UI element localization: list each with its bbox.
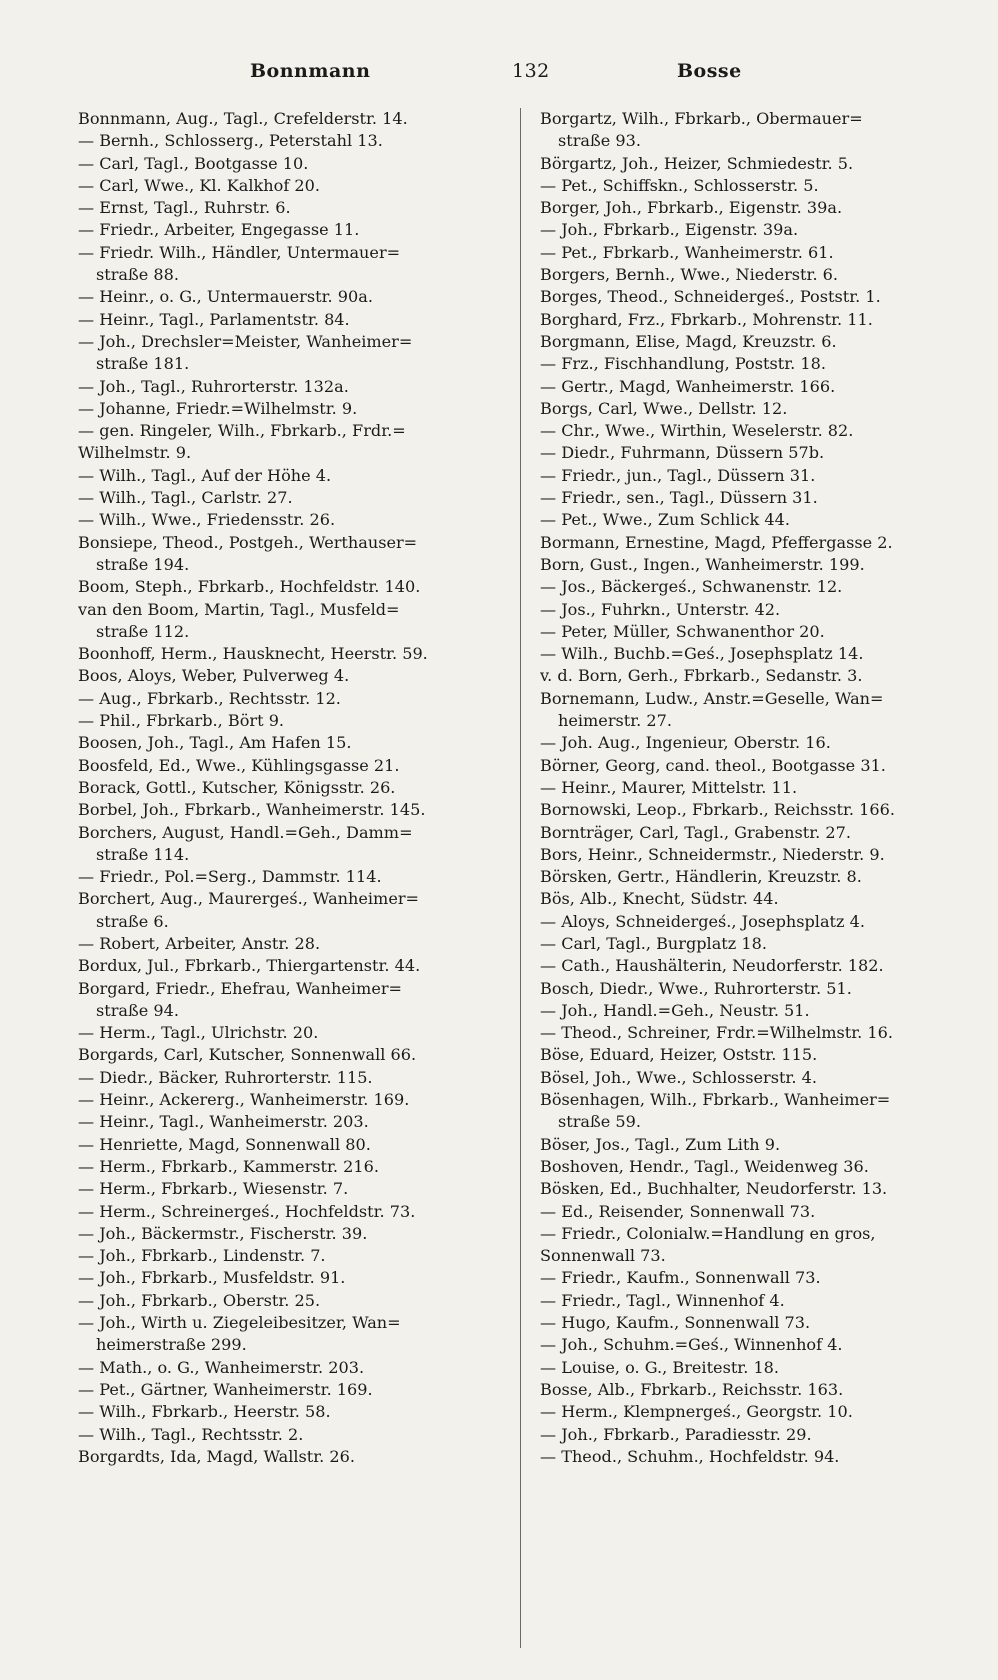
directory-entry-line: Borges, Theod., Schneidergeś., Poststr. 1.	[540, 287, 881, 307]
directory-entry-line: van den Boom, Martin, Tagl., Musfeld=	[78, 599, 400, 619]
directory-entry-line: — Heinr., Tagl., Parlamentstr. 84.	[78, 309, 350, 329]
directory-entry-line: Bordux, Jul., Fbrkarb., Thiergartenstr. 44.	[78, 956, 421, 976]
directory-entry-line: Boshoven, Hendr., Tagl., Weidenweg 36.	[540, 1156, 869, 1176]
directory-entry-line: heimerstr. 27.	[558, 711, 672, 731]
directory-entry-line: — Chr., Wwe., Wirthin, Weselerstr. 82.	[540, 421, 854, 441]
directory-entry-line: Borger, Joh., Fbrkarb., Eigenstr. 39a.	[540, 198, 843, 218]
directory-entry-line: Bornträger, Carl, Tagl., Grabenstr. 27.	[540, 822, 851, 842]
directory-entry-line: — Wilh., Tagl., Auf der Höhe 4.	[78, 465, 332, 485]
directory-entry-line: Bormann, Ernestine, Magd, Pfeffergasse 2.	[540, 532, 893, 552]
directory-entry-line: straße 114.	[96, 844, 190, 864]
directory-entry-line: Boosfeld, Ed., Wwe., Kühlingsgasse 21.	[78, 755, 400, 775]
directory-entry-line: — Jos., Fuhrkn., Unterstr. 42.	[540, 599, 781, 619]
directory-entry-line: Borgartz, Wilh., Fbrkarb., Obermauer=	[540, 109, 863, 128]
directory-entry-line: Bonnmann, Aug., Tagl., Crefelderstr. 14.	[78, 109, 408, 128]
directory-entry-line: — Friedr., Tagl., Winnenhof 4.	[540, 1290, 785, 1310]
directory-entry-line: — Carl, Tagl., Bootgasse 10.	[78, 153, 309, 173]
directory-entry-line: Borghard, Frz., Fbrkarb., Mohrenstr. 11.	[540, 309, 873, 329]
directory-entry-line: straße 181.	[96, 354, 190, 374]
directory-entry-line: — Robert, Arbeiter, Anstr. 28.	[78, 933, 321, 953]
directory-entry-line: v. d. Born, Gerh., Fbrkarb., Sedanstr. 3.	[540, 666, 863, 686]
directory-entry-line: — Joh., Schuhm.=Geś., Winnenhof 4.	[540, 1335, 843, 1355]
directory-entry-line: Bösel, Joh., Wwe., Schlosserstr. 4.	[540, 1067, 817, 1087]
directory-entry-line: — Diedr., Bäcker, Ruhrorterstr. 115.	[78, 1067, 373, 1087]
directory-entry-line: Bornemann, Ludw., Anstr.=Geselle, Wan=	[540, 688, 884, 708]
directory-entry-line: Sonnenwall 73.	[540, 1246, 666, 1266]
directory-entry-line: — Heinr., Ackererg., Wanheimerstr. 169.	[78, 1090, 410, 1110]
directory-entry-line: — Friedr., Kaufm., Sonnenwall 73.	[540, 1268, 821, 1288]
directory-entry-line: Bornowski, Leop., Fbrkarb., Reichsstr. 166.	[540, 800, 895, 820]
directory-entry-line: Borgs, Carl, Wwe., Dellstr. 12.	[540, 398, 788, 418]
directory-entry-line: — Bernh., Schlosserg., Peterstahl 13.	[78, 131, 383, 151]
directory-entry-line: — Johanne, Friedr.=Wilhelmstr. 9.	[78, 398, 358, 418]
directory-entry-line: Borack, Gottl., Kutscher, Königsstr. 26.	[78, 777, 396, 797]
header-right-catchword: Bosse	[677, 60, 742, 82]
directory-entry-line: — Friedr. Wilh., Händler, Untermauer=	[78, 242, 401, 262]
directory-entry-line: Bös, Alb., Knecht, Südstr. 44.	[540, 889, 779, 909]
directory-entry-line: straße 59.	[558, 1112, 641, 1132]
directory-entry-line: — Pet., Wwe., Zum Schlick 44.	[540, 510, 790, 530]
directory-entry-line: — Frz., Fischhandlung, Poststr. 18.	[540, 354, 826, 374]
directory-entry-line: — Wilh., Buchb.=Geś., Josephsplatz 14.	[540, 644, 864, 664]
directory-entry-line: — Jos., Bäckergeś., Schwanenstr. 12.	[540, 577, 843, 597]
running-header	[70, 60, 950, 90]
directory-entry-line: Börsken, Gertr., Händlerin, Kreuzstr. 8.	[540, 867, 862, 887]
directory-entry-line: — Friedr., Colonialw.=Handlung en gros,	[540, 1223, 876, 1243]
directory-entry-line: — Aug., Fbrkarb., Rechtsstr. 12.	[78, 688, 341, 708]
directory-entry-line: Bors, Heinr., Schneidermstr., Niederstr. 9.	[540, 844, 885, 864]
directory-entry-line: — Joh., Drechsler=Meister, Wanheimer=	[78, 331, 413, 351]
directory-entry-line: — Gertr., Magd, Wanheimerstr. 166.	[540, 376, 836, 396]
directory-entry-line: — Pet., Fbrkarb., Wanheimerstr. 61.	[540, 242, 834, 262]
directory-entry-line: — Joh., Bäckermstr., Fischerstr. 39.	[78, 1223, 368, 1243]
directory-entry-line: Borgard, Friedr., Ehefrau, Wanheimer=	[78, 978, 403, 998]
directory-entry-line: — Wilh., Wwe., Friedensstr. 26.	[78, 510, 336, 530]
directory-entry-line: — Theod., Schreiner, Frdr.=Wilhelmstr. 16.	[540, 1023, 893, 1043]
directory-entry-line: Borgards, Carl, Kutscher, Sonnenwall 66.	[78, 1045, 417, 1065]
directory-entry-line: Borbel, Joh., Fbrkarb., Wanheimerstr. 145.	[78, 800, 426, 820]
directory-entry-line: — Joh., Tagl., Ruhrorterstr. 132a.	[78, 376, 349, 396]
directory-entry-line: — Wilh., Fbrkarb., Heerstr. 58.	[78, 1402, 331, 1422]
directory-entry-line: — Wilh., Tagl., Carlstr. 27.	[78, 488, 293, 508]
directory-entry-line: Börgartz, Joh., Heizer, Schmiedestr. 5.	[540, 153, 854, 173]
directory-entry-line: — Joh., Fbrkarb., Oberstr. 25.	[78, 1290, 321, 1310]
directory-entry-line: Boosen, Joh., Tagl., Am Hafen 15.	[78, 733, 352, 753]
directory-entry-line: — Pet., Schiffskn., Schlosserstr. 5.	[540, 175, 819, 195]
directory-entry-line: straße 93.	[558, 131, 641, 151]
directory-entry-line: — Ed., Reisender, Sonnenwall 73.	[540, 1201, 816, 1221]
directory-entry-line: — Pet., Gärtner, Wanheimerstr. 169.	[78, 1379, 373, 1399]
directory-entry-line: — Aloys, Schneidergeś., Josephsplatz 4.	[540, 911, 865, 931]
directory-entry-line: — Peter, Müller, Schwanenthor 20.	[540, 621, 825, 641]
directory-entry-line: Bonsiepe, Theod., Postgeh., Werthauser=	[78, 532, 418, 552]
directory-entry-line: — gen. Ringeler, Wilh., Fbrkarb., Frdr.=	[78, 421, 406, 441]
directory-entry-line: — Friedr., Pol.=Serg., Dammstr. 114.	[78, 867, 382, 887]
directory-entry-line: straße 94.	[96, 1000, 179, 1020]
header-left-catchword: Bonnmann	[250, 60, 371, 82]
page-number: 132	[512, 60, 550, 82]
directory-entry-line: straße 88.	[96, 265, 179, 285]
directory-entry-line: Bosch, Diedr., Wwe., Ruhrorterstr. 51.	[540, 978, 852, 998]
column-divider	[520, 108, 521, 1648]
directory-entry-line: — Diedr., Fuhrmann, Düssern 57b.	[540, 443, 825, 463]
directory-entry-line: Börner, Georg, cand. theol., Bootgasse 31.	[540, 755, 886, 775]
directory-entry-line: — Herm., Fbrkarb., Kammerstr. 216.	[78, 1156, 379, 1176]
directory-entry-line: Böse, Eduard, Heizer, Oststr. 115.	[540, 1045, 818, 1065]
directory-entry-line: — Carl, Wwe., Kl. Kalkhof 20.	[78, 175, 321, 195]
directory-entry-line: straße 194.	[96, 554, 190, 574]
directory-entry-line: — Phil., Fbrkarb., Bört 9.	[78, 711, 285, 731]
directory-entry-line: — Heinr., Tagl., Wanheimerstr. 203.	[78, 1112, 369, 1132]
directory-entry-line: Bosse, Alb., Fbrkarb., Reichsstr. 163.	[540, 1379, 844, 1399]
directory-entry-line: — Carl, Tagl., Burgplatz 18.	[540, 933, 767, 953]
directory-entry-line: — Herm., Klempnergeś., Georgstr. 10.	[540, 1402, 853, 1422]
directory-entry-line: — Heinr., Maurer, Mittelstr. 11.	[540, 777, 798, 797]
directory-entry-line: — Friedr., jun., Tagl., Düssern 31.	[540, 465, 816, 485]
directory-entry-line: — Heinr., o. G., Untermauerstr. 90a.	[78, 287, 373, 307]
directory-entry-line: Bösenhagen, Wilh., Fbrkarb., Wanheimer=	[540, 1090, 891, 1110]
directory-entry-line: — Henriette, Magd, Sonnenwall 80.	[78, 1134, 371, 1154]
directory-entry-line: — Ernst, Tagl., Ruhrstr. 6.	[78, 198, 291, 218]
directory-entry-line: — Louise, o. G., Breitestr. 18.	[540, 1357, 780, 1377]
directory-entry-line: — Wilh., Tagl., Rechtsstr. 2.	[78, 1424, 304, 1444]
directory-entry-line: — Friedr., sen., Tagl., Düssern 31.	[540, 488, 818, 508]
directory-entry-line: Böser, Jos., Tagl., Zum Lith 9.	[540, 1134, 781, 1154]
directory-entry-line: — Joh., Handl.=Geh., Neustr. 51.	[540, 1000, 810, 1020]
directory-entry-line: straße 6.	[96, 911, 169, 931]
directory-entry-line: — Joh. Aug., Ingenieur, Oberstr. 16.	[540, 733, 831, 753]
directory-entry-line: straße 112.	[96, 621, 190, 641]
directory-entry-line: Boos, Aloys, Weber, Pulverweg 4.	[78, 666, 350, 686]
directory-entry-line: Boonhoff, Herm., Hausknecht, Heerstr. 59.	[78, 644, 428, 664]
directory-entry-line: Borgers, Bernh., Wwe., Niederstr. 6.	[540, 265, 839, 285]
directory-entry-line: heimerstraße 299.	[96, 1335, 247, 1355]
directory-entry-line: — Theod., Schuhm., Hochfeldstr. 94.	[540, 1446, 840, 1466]
directory-entry-line: — Friedr., Arbeiter, Engegasse 11.	[78, 220, 360, 240]
left-column	[78, 108, 516, 1468]
directory-entry-line: Borgardts, Ida, Magd, Wallstr. 26.	[78, 1446, 355, 1466]
directory-entry-line: — Joh., Fbrkarb., Eigenstr. 39a.	[540, 220, 799, 240]
directory-entry-line: — Joh., Fbrkarb., Musfeldstr. 91.	[78, 1268, 346, 1288]
directory-entry-line: Wilhelmstr. 9.	[78, 443, 192, 463]
directory-entry-line: — Joh., Fbrkarb., Paradiesstr. 29.	[540, 1424, 812, 1444]
directory-entry-line: — Herm., Fbrkarb., Wiesenstr. 7.	[78, 1179, 349, 1199]
directory-entry-line: Borgmann, Elise, Magd, Kreuzstr. 6.	[540, 331, 837, 351]
directory-entry-line: Boom, Steph., Fbrkarb., Hochfeldstr. 140.	[78, 577, 421, 597]
directory-entry-line: — Cath., Haushälterin, Neudorferstr. 182.	[540, 956, 884, 976]
directory-entry-line: — Math., o. G., Wanheimerstr. 203.	[78, 1357, 365, 1377]
directory-entry-line: Bösken, Ed., Buchhalter, Neudorferstr. 13.	[540, 1179, 888, 1199]
directory-entry-line: Borchert, Aug., Maurergeś., Wanheimer=	[78, 889, 420, 909]
directory-entry-line: — Herm., Tagl., Ulrichstr. 20.	[78, 1023, 319, 1043]
right-column	[540, 108, 978, 1468]
directory-entry-line: — Hugo, Kaufm., Sonnenwall 73.	[540, 1313, 811, 1333]
directory-entry-line: — Joh., Wirth u. Ziegeleibesitzer, Wan=	[78, 1313, 401, 1333]
directory-entry-line: — Herm., Schreinergeś., Hochfeldstr. 73.	[78, 1201, 416, 1221]
directory-entry-line: Borchers, August, Handl.=Geh., Damm=	[78, 822, 413, 842]
directory-entry-line: Born, Gust., Ingen., Wanheimerstr. 199.	[540, 554, 865, 574]
directory-entry-line: — Joh., Fbrkarb., Lindenstr. 7.	[78, 1246, 326, 1266]
